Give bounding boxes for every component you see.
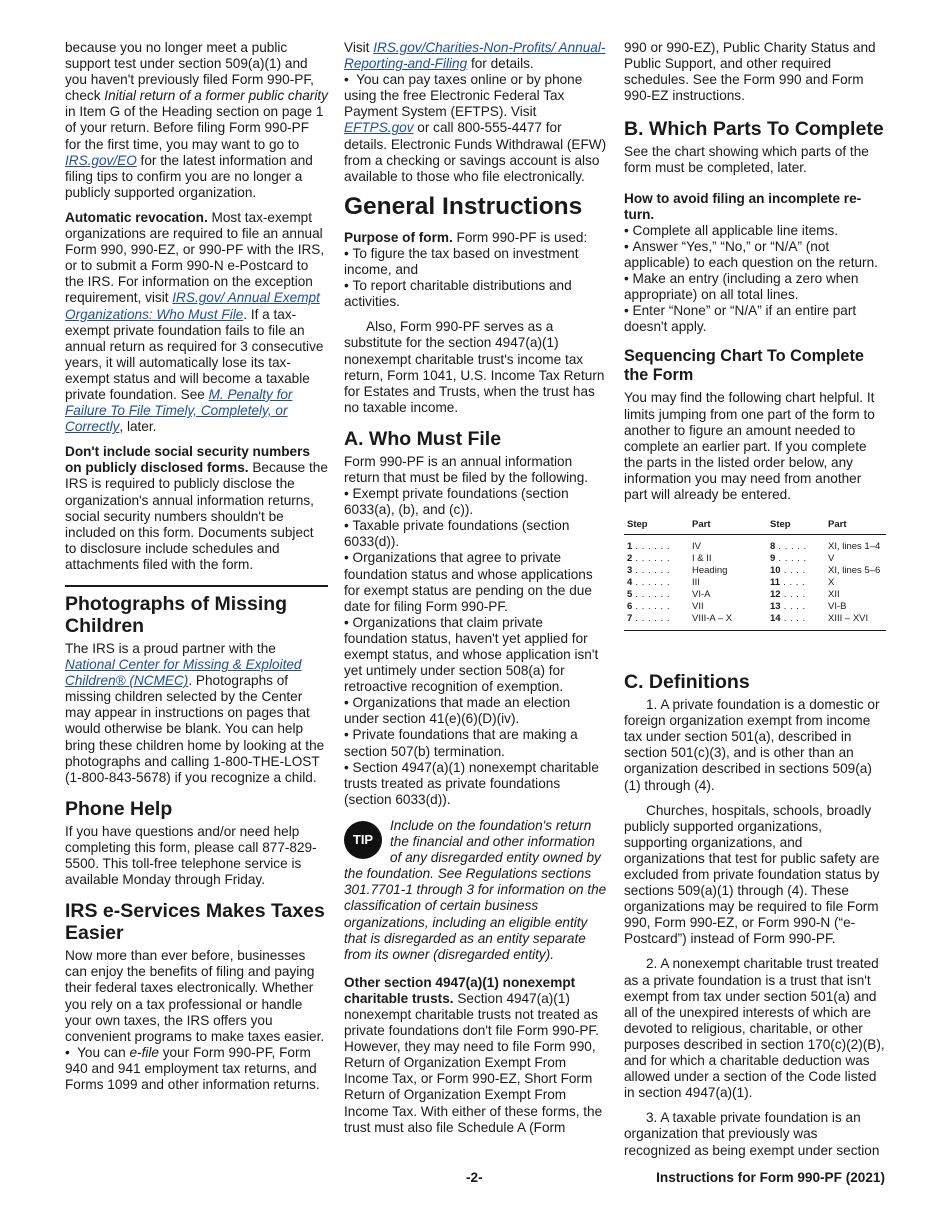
bullet-eftps <box>344 72 608 185</box>
page-number: -2- <box>466 1170 483 1185</box>
table-cell <box>825 535 886 554</box>
text: Visit <box>344 40 374 55</box>
dot-leader: . . . . . . <box>632 613 670 625</box>
definition-1: 1. A private foundation is a domestic or foreign organization exempt from income tax under section 501(a), described in section 501(c)(3), and is other than an organization described in sections 509(a)(1) through (4). <box>624 697 880 793</box>
paragraph-automatic-revocation <box>65 210 328 435</box>
text: because you no longer meet a public support test under section 509(a)(1) and you haven't previously filed Form 990-PF, check <box>65 40 314 104</box>
column-header: Part <box>825 519 886 535</box>
paragraph-schedule-a: 990 or 990-EZ), Public Charity Status and Public Support, and other required schedules. See the Form 990 and Form 990-EZ instructions. <box>624 40 876 104</box>
table-row <box>624 613 886 631</box>
paragraph-sequencing: You may find the following chart helpful. It limits jumping from one part of the form to another to figure an amount needed to complete an earlier part. If you complete the parts in the listed order below, any information you may need from another part will already be entered. <box>624 390 875 502</box>
run-in-heading: Other section 4947(a)(1) nonexempt charitable trusts. <box>344 974 576 1006</box>
tip-text: Include on the foundation's return the financial and other information of any disregarded entity owned by the foundation. See Regulations sections 301.7701-1 through 3 for information on the classification of certain business organizations, including an eligible entity that is disregarded as an entity separate from its owner (disregarded entity). <box>344 817 607 962</box>
step-number: 5 <box>627 589 633 601</box>
list-item: • Organizations that made an election under section 41(e)(6)(D)(iv). <box>344 695 608 727</box>
dot-leader: . . . . . . <box>632 565 670 577</box>
step-number: 1 <box>627 541 633 553</box>
text: in Item G of the Heading section on page 1 of your return. Before filing Form 990-PF for the first time, you may want to go to <box>65 104 324 152</box>
column-header: Step <box>624 519 689 535</box>
column-middle <box>344 40 608 1145</box>
dot-leader: . . . . . . <box>632 601 670 613</box>
bullet-e-file <box>65 1045 328 1093</box>
paragraph-visit-charities <box>344 40 608 72</box>
step-number: 9 <box>770 553 776 565</box>
list-item: • Organizations that claim private foundation status, haven't yet applied for exempt status, and whose application isn't yet untimely under section 508(a) for retroactive recognition of exemption. <box>344 615 608 695</box>
text: or call 800-555-4477 for details. Electronic Funds Withdrawal (EFW) from a checking or savings account is also available to those who file electronically. <box>344 120 607 184</box>
part-label: XII <box>828 589 840 601</box>
run-in-heading: Automatic revocation. <box>65 209 208 225</box>
list-item: • Organizations that agree to private foundation status and whose applications for exempt status are pending on the due date for filing Form 990-PF. <box>344 550 608 614</box>
heading-sequencing-chart: Sequencing Chart To Complete the Form <box>624 347 864 385</box>
text: Because the IRS is required to publicly disclose the organization's annual information returns, social security numbers shouldn't be included on this form. Documents subject to disclosure include schedules and attachments filed with the form. <box>65 460 328 572</box>
part-label: VII <box>692 601 704 613</box>
dot-leader: . . . . . . <box>632 553 670 565</box>
table-cell <box>689 589 767 601</box>
step-number: 12 <box>770 589 781 601</box>
part-label: XI, lines 5–6 <box>828 565 881 577</box>
link-penalty-section[interactable]: M. Penalty for Failure To File Timely, Completely, or Correctly <box>65 386 293 435</box>
text: Section 4947(a)(1) nonexempt charitable trusts not treated as private foundations don't file Form 990-PF. However, they may need to file Form 990, Return of Organization Exempt From Income Tax, or Form 990-EZ, Short Form Return of Organization Exempt From Income Tax. With either of these forms, the trust must also file Schedule A (Form <box>344 990 603 1135</box>
dot-leader: . . . . . <box>775 541 807 553</box>
heading-which-parts: B. Which Parts To Complete <box>624 118 884 141</box>
table-cell <box>767 577 825 589</box>
step-number: 13 <box>770 601 781 613</box>
table-header-row <box>624 519 886 535</box>
paragraph-ncmec <box>65 641 328 786</box>
paragraph-former-public-charity <box>65 40 328 201</box>
table-cell <box>767 565 825 577</box>
dot-leader: . . . . <box>780 589 806 601</box>
part-label: V <box>828 553 835 565</box>
table-cell <box>689 535 767 554</box>
link-charities-non-profits[interactable]: IRS.gov/Charities-Non-Profits/ Annual-Reporting-and-Filing <box>344 40 606 72</box>
table-cell <box>767 553 825 565</box>
table-cell <box>624 565 689 577</box>
heading-missing-children: Photographs of Missing Children <box>65 593 288 637</box>
step-number: 2 <box>627 553 633 565</box>
text: for the latest information and filing tips to confirm you are no longer a publicly supported organization. <box>65 152 313 200</box>
table-cell <box>767 535 825 554</box>
table-row <box>624 535 886 554</box>
document-title: Instructions for Form 990-PF (2021) <box>656 1170 885 1185</box>
table-row <box>624 601 886 613</box>
dot-leader: . . . . . . <box>632 577 670 589</box>
list-item: • Section 4947(a)(1) nonexempt charitable trusts treated as private foundations (section 6033(d)). <box>344 760 608 808</box>
part-label: XIII – XVI <box>828 613 869 625</box>
dot-leader: . . . . . <box>775 553 807 565</box>
table-cell <box>825 589 886 601</box>
dot-leader: . . . . . . <box>632 589 670 601</box>
step-number: 4 <box>627 577 633 589</box>
dot-leader: . . . . <box>780 577 806 589</box>
heading-who-must-file: A. Who Must File <box>344 427 502 450</box>
table-cell <box>689 577 767 589</box>
paragraph-substitute: Also, Form 990-PF serves as a substitute for the section 4947(a)(1) nonexempt charitable trust's income tax return, Form 1041, U.S. Income Tax Return for Estates and Trusts, when the trust has no taxable income. <box>344 319 605 415</box>
link-annual-exempt-orgs[interactable]: IRS.gov/ Annual Exempt Organizations: Who Must File <box>65 290 320 322</box>
table-row <box>624 553 886 565</box>
part-label: IV <box>692 541 701 553</box>
paragraph-which-parts: See the chart showing which parts of the form must be completed, later. <box>624 144 869 176</box>
text: You can <box>77 1044 130 1060</box>
emphasis-text: e-file <box>129 1044 159 1060</box>
step-number: 11 <box>770 577 781 589</box>
table-cell <box>825 601 886 613</box>
emphasis-text: Initial return of a former public charity <box>104 88 328 104</box>
part-label: III <box>692 577 700 589</box>
text: The IRS is a proud partner with the <box>65 641 276 656</box>
part-label: VIII-A – X <box>692 613 733 625</box>
table-cell <box>767 613 825 631</box>
table-cell <box>624 577 689 589</box>
heading-avoid-incomplete: How to avoid filing an incomplete re-turn. <box>624 190 862 222</box>
paragraph-e-services: Now more than ever before, businesses can enjoy the benefits of filing and paying their federal taxes electronically. Whether you rely on a tax professional or handle your own taxes, the IRS offers you convenient programs to make taxes easier. <box>65 948 325 1044</box>
list-item: • Taxable private foundations (section 6033(d)). <box>344 518 608 550</box>
tip-box <box>344 818 608 963</box>
part-label: Heading <box>692 565 728 577</box>
part-label: VI-B <box>828 601 847 613</box>
step-number: 14 <box>770 613 781 625</box>
tip-icon: TIP <box>344 821 382 859</box>
paragraph-ssn-warning <box>65 444 328 573</box>
table-cell <box>689 553 767 565</box>
dot-leader: . . . . . . <box>632 541 670 553</box>
heading-e-services: IRS e-Services Makes Taxes Easier <box>65 900 325 945</box>
table-row <box>624 589 886 601</box>
table-cell <box>767 601 825 613</box>
table-cell <box>624 613 689 631</box>
heading-phone-help: Phone Help <box>65 797 173 820</box>
list-item: • Enter “None” or “N/A” if an entire part doesn't apply. <box>624 303 886 335</box>
step-number: 7 <box>627 613 633 625</box>
table-cell <box>689 613 767 631</box>
list-item: • Answer “Yes,” “No,” or “N/A” (not applicable) to each question on the return. <box>624 239 886 271</box>
table-cell <box>825 577 886 589</box>
part-label: XI, lines 1–4 <box>828 541 881 553</box>
table-cell <box>825 565 886 577</box>
table-row <box>624 577 886 589</box>
table-cell <box>624 535 689 554</box>
paragraph-other-trusts <box>344 975 608 1136</box>
dot-leader: . . . . <box>780 613 806 625</box>
definition-2: 2. A nonexempt charitable trust treated as a private foundation is a trust that isn't exempt from tax under section 501(a) and all of the unexpired interests of which are devoted to religious, charitable, or other purposes described in section 170(c)(2)(B), and for which a charitable deduction was allowed under a section of the Code listed in section 4947(a)(1). <box>624 956 885 1101</box>
heading-general-instructions: General Instructions <box>344 192 583 220</box>
run-in-heading: Purpose of form. <box>344 229 453 245</box>
heading-definitions: C. Definitions <box>624 671 750 694</box>
text: . If a tax-exempt private foundation fails to file an annual return as required for 3 consecutive years, it will automatically lose its tax-exempt status and will become a taxable private foundation. See <box>65 306 324 402</box>
paragraph-purpose <box>344 230 608 246</box>
table-cell <box>624 589 689 601</box>
table-cell <box>825 553 886 565</box>
step-number: 6 <box>627 601 633 613</box>
step-number: 3 <box>627 565 633 577</box>
list-item: • Private foundations that are making a section 507(b) termination. <box>344 727 608 759</box>
dot-leader: . . . . <box>780 601 806 613</box>
list-item: • Complete all applicable line items. <box>624 223 886 239</box>
table-row <box>624 565 886 577</box>
text: your Form 990-PF, Form 940 and 941 employment tax returns, and Forms 1099 and other information returns. <box>65 1044 320 1092</box>
link-irs-eo[interactable]: IRS.gov/EO <box>65 152 137 168</box>
text: Most tax-exempt organizations are required to file an annual Form 990, 990-EZ, or 990-PF with the IRS, or to submit a Form 990-N e-Postcard to the IRS. For information on the exception requirement, visit <box>65 209 325 306</box>
table-cell <box>624 601 689 613</box>
list-item: • To report charitable distributions and activities. <box>344 278 608 310</box>
definition-1-exclusions: Churches, hospitals, schools, broadly publicly supported organizations, supporting organizations, and organizations that test for public safety are excluded from private foundation status by sections 509(a)(1) through (4). These organizations may be required to file Form 990, Form 990-EZ, or Form 990-N (“e-Postcard”) instead of Form 990-PF. <box>624 802 880 947</box>
part-label: X <box>828 577 835 589</box>
table-cell <box>624 553 689 565</box>
text: Form 990-PF is used: <box>452 229 588 245</box>
column-left <box>65 40 328 1093</box>
paragraph-who-must-file: Form 990-PF is an annual information return that must be filed by the following. <box>344 453 589 485</box>
sequencing-table <box>624 519 886 631</box>
text: You can pay taxes online or by phone using the free Electronic Federal Tax Payment System (EFTPS). Visit <box>344 72 583 120</box>
paragraph-phone-help: If you have questions and/or need help completing this form, please call 877-829-5500. This toll-free telephone service is available Monday through Friday. <box>65 823 317 888</box>
run-in-heading: Don't include social security numbers on publicly disclosed forms. <box>65 444 310 476</box>
list-item: • To figure the tax based on investment income, and <box>344 246 608 278</box>
link-eftps[interactable]: EFTPS.gov <box>344 120 414 136</box>
part-label: VI-A <box>692 589 711 601</box>
table-cell <box>689 565 767 577</box>
link-ncmec[interactable]: National Center for Missing & Exploited Children® (NCMEC) <box>65 657 302 689</box>
part-label: I & II <box>692 553 712 565</box>
list-item: • Make an entry (including a zero when appropriate) on all total lines. <box>624 271 886 303</box>
text: for details. <box>467 56 534 72</box>
list-item: • Exempt private foundations (section 6033(a), (b), and (c)). <box>344 486 608 518</box>
table-body <box>624 535 886 631</box>
table-cell <box>689 601 767 613</box>
column-right <box>624 40 886 1168</box>
section-divider <box>65 585 328 587</box>
table-cell <box>825 613 886 631</box>
dot-leader: . . . . <box>780 565 806 577</box>
definition-3: 3. A taxable private foundation is an organization that previously was recognized as being exempt under section <box>624 1110 880 1158</box>
table-cell <box>767 589 825 601</box>
text: , later. <box>119 419 157 435</box>
step-number: 10 <box>770 565 781 577</box>
step-number: 8 <box>770 541 776 553</box>
column-header: Step <box>767 519 825 535</box>
text: . Photographs of missing children selected by the Center may appear in instructions on pages that would otherwise be blank. You can help bring these children home by looking at the photographs and calling 1-800-THE-LOST (1-800-843-5678) if you recognize a child. <box>65 673 325 785</box>
column-header: Part <box>689 519 767 535</box>
